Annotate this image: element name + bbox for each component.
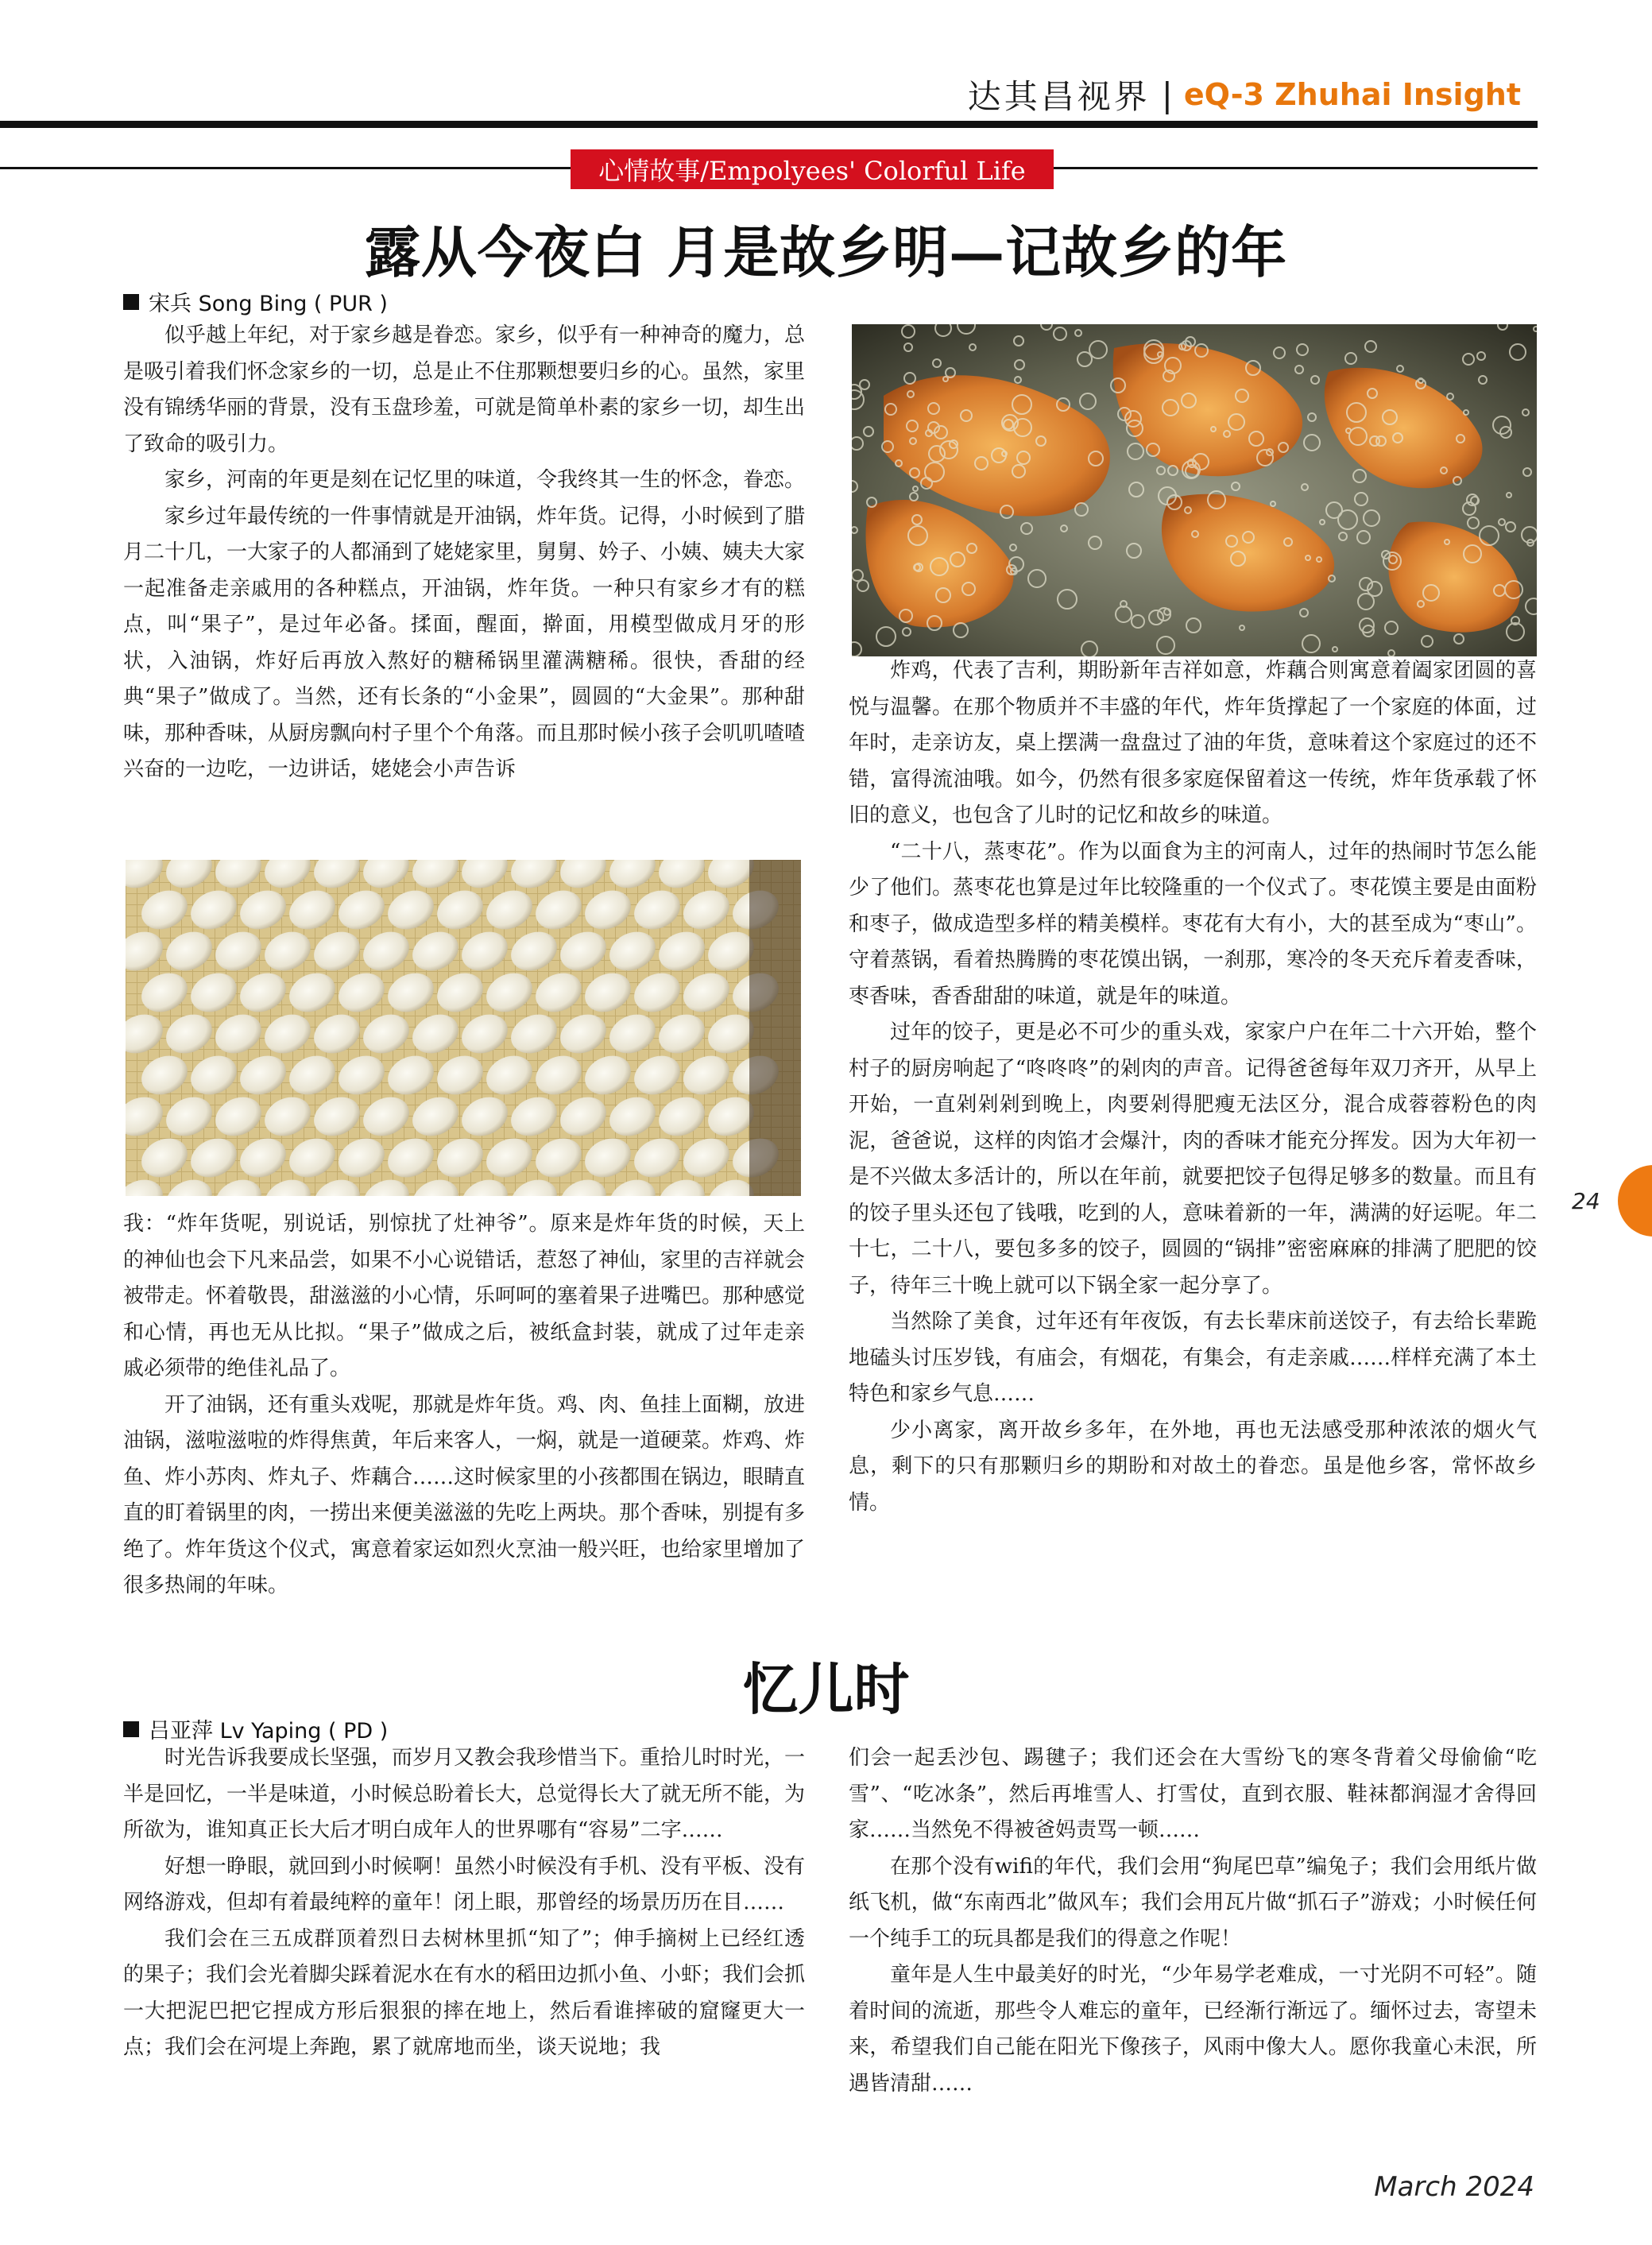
article-byline — [123, 286, 388, 317]
frying-food-image-icon — [852, 324, 1537, 656]
magazine-brand — [968, 67, 1521, 122]
article1-right-column — [849, 653, 1537, 1521]
page-tab-marker — [1618, 1165, 1652, 1237]
paragraph: 当然除了美食，过年还有年夜饭，有去长辈床前送饺子，有去给长辈跪地磕头讨压岁钱，有庙会，有烟花，有集会，有走亲戚……样样充满了本土特色和家乡气息…… — [849, 1310, 1537, 1406]
paragraph: 我们会在三五成群顶着烈日去树林里抓“知了”；伸手摘树上已经红透的果子；我们会光着脚尖踩着泥水在有水的稻田边抓小鱼、小虾；我们会抓一大把泥巴把它捏成方形后狠狠的摔在地上，然后看谁摔破的窟窿更大一点；我们会在河堤上奔跑，累了就席地而坐，谈天说地；我 — [123, 1926, 806, 2059]
author-name: 吕亚萍 Lv Yaping ( PD ) — [149, 1719, 389, 1744]
paragraph: 在那个没有wifi的年代，我们会用“狗尾巴草”编兔子；我们会用纸片做纸飞机，做“东南西北”做风车；我们会用瓦片做“抓石子”游戏；小时候任何一个纯手工的玩具都是我们的得意之作呢！ — [849, 1854, 1537, 1951]
brand-english: eQ-3 Zhuhai Insight — [1183, 77, 1521, 112]
bullet-square-icon — [123, 1721, 139, 1737]
paragraph: “二十八，蒸枣花”。作为以面食为主的河南人，过年的热闹时节怎么能少了他们。蒸枣花也算是过年比较隆重的一个仪式了。枣花馍主要是由面粉和枣子，做成造型多样的精美模样。枣花有大有小，大的甚至成为“枣山”。守着蒸锅，看着热腾腾的枣花馍出锅，一刹那，寒冷的冬天充斥着麦香味，枣香味，香香甜甜的味道，就是年的味道。 — [849, 839, 1537, 1008]
header-rule — [0, 121, 1538, 128]
article-title: 露从今夜白 月是故乡明—记故乡的年 — [364, 219, 1288, 285]
paragraph: 少小离家，离开故乡多年，在外地，再也无法感受那种浓浓的烟火气息，剩下的只有那颗归乡的期盼和对故土的眷恋。虽是他乡客，常怀故乡情。 — [849, 1418, 1537, 1515]
brand-separator: | — [1161, 75, 1173, 114]
paragraph: 开了油锅，还有重头戏呢，那就是炸年货。鸡、肉、鱼挂上面糊，放进油锅，滋啦滋啦的炸得焦黄，年后来客人，一焖，就是一道硬菜。炸鸡、炸鱼、炸小苏肉、炸丸子、炸藕合……这时候家里的小孩都围在锅边，眼睛直直的盯着锅里的肉，一捞出来便美滋滋的先吃上两块。那个香味，别提有多绝了。炸年货这个仪式，寓意着家运如烈火烹油一般兴旺，也给家里增加了很多热闹的年味。 — [123, 1392, 806, 1597]
dumplings-image-icon — [126, 860, 801, 1196]
article2-left-column — [123, 1740, 805, 2066]
paragraph: 过年的饺子，更是必不可少的重头戏，家家户户在年二十六开始，整个村子的厨房响起了“咚咚咚”的剁肉的声音。记得爸爸每年双刀齐开，从早上开始，一直剁剁剁到晚上，肉要剁得肥瘦无法区分，混合成蓉蓉粉色的肉泥，爸爸说，这样的肉馅才会爆汁，肉的香味才能充分挥发。因为大年初一是不兴做太多活计的，所以在年前，就要把饺子包得足够多的数量。而且有的饺子里头还包了钱哦，吃到的人，意味着新的一年，满满的好运呢。年二十七，二十八，要包多多的饺子，圆圆的“锅排”密密麻麻的排满了肥肥的饺子，待年三十晚上就可以下锅全家一起分享了。 — [849, 1020, 1537, 1298]
article2-title: 忆儿时 — [742, 1656, 910, 1722]
paragraph: 似乎越上年纪，对于家乡越是眷恋。家乡，似乎有一种神奇的魔力，总是吸引着我们怀念家乡的一切，总是止不住那颗想要归乡的心。虽然，家里没有锦绣华丽的背景，没有玉盘珍羞，可就是简单朴素的家乡一切，却生出了致命的吸引力。 — [123, 323, 806, 456]
frying-photo — [852, 324, 1537, 656]
dumplings-photo — [126, 860, 801, 1196]
paragraph: 家乡，河南的年更是刻在记忆里的味道，令我终其一生的怀念，眷恋。 — [164, 468, 806, 492]
paragraph: 时光告诉我要成长坚强，而岁月又教会我珍惜当下。重拾儿时时光，一半是回忆，一半是味道，小时候总盼着长大，总觉得长大了就无所不能，为所欲为，谁知真正长大后才明白成年人的世界哪有“容易”二字…… — [123, 1746, 806, 1842]
paragraph: 家乡过年最传统的一件事情就是开油锅，炸年货。记得，小时候到了腊月二十几，一大家子的人都涌到了姥姥家里，舅舅、妗子、小姨、姨夫大家一起准备走亲戚用的各种糕点，开油锅，炸年货。一种只有家乡才有的糕点，叫“果子”，是过年必备。揉面，醒面，擀面，用模型做成月牙的形状，入油锅，炸好后再放入熬好的糖稀锅里灌满糖稀。很快，香甜的经典“果子”做成了。当然，还有长条的“小金果”，圆圆的“大金果”。那种甜味，那种香味，从厨房飘向村子里个个角落。而且那时候小孩子会叽叽喳喳兴奋的一边吃，一边讲话，姥姥会小声告诉 — [123, 504, 806, 781]
paragraph: 好想一睁眼，就回到小时候啊！虽然小时候没有手机、没有平板、没有网络游戏，但却有着最纯粹的童年！闭上眼，那曾经的场景历历在目…… — [123, 1854, 806, 1914]
section-label: 心情故事/Empolyees' Colorful Life — [571, 149, 1054, 189]
paragraph: 我：“炸年货呢，别说话，别惊扰了灶神爷”。原来是炸年货的时候，天上的神仙也会下凡来品尝，如果不小心说错话，惹怒了神仙，家里的吉祥就会被带走。怀着敬畏，甜滋滋的小心情，乐呵呵的塞着果子进嘴巴。那种感觉和心情，再也无从比拟。“果子”做成之后，被纸盒封装，就成了过年走亲戚必须带的绝佳礼品了。 — [123, 1212, 806, 1380]
paragraph: 炸鸡，代表了吉利，期盼新年吉祥如意，炸藕合则寓意着阖家团圆的喜悦与温馨。在那个物质并不丰盛的年代，炸年货撑起了一个家庭的体面，过年时，走亲访友，桌上摆满一盘盘过了油的年货，意味着这个家庭过的还不错，富得流油哦。如今，仍然有很多家庭保留着这一传统，炸年货承载了怀旧的意义，也包含了儿时的记忆和故乡的味道。 — [849, 659, 1537, 827]
bullet-square-icon — [123, 294, 139, 310]
page-number: 24 — [1572, 1188, 1600, 1214]
paragraph: 们会一起丢沙包、踢毽子；我们还会在大雪纷飞的寒冬背着父母偷偷“吃雪”、“吃冰条”，然后再堆雪人、打雪仗，直到衣服、鞋袜都润湿才舍得回家……当然免不得被爸妈责骂一顿…… — [849, 1746, 1537, 1842]
article1-left-column-bottom — [123, 1206, 805, 1604]
author-name: 宋兵 Song Bing ( PUR ) — [149, 292, 388, 316]
article2-right-column — [849, 1740, 1537, 2102]
brand-chinese: 达其昌视界 — [967, 77, 1151, 116]
issue-date: March 2024 — [1374, 2171, 1534, 2203]
article1-left-column-top — [123, 318, 805, 788]
paragraph: 童年是人生中最美好的时光，“少年易学老难成，一寸光阴不可轻”。随着时间的流逝，那些令人难忘的童年，已经渐行渐远了。缅怀过去，寄望未来，希望我们自己能在阳光下像孩子，风雨中像大人。愿你我童心未泯，所遇皆清甜…… — [849, 1963, 1537, 2096]
